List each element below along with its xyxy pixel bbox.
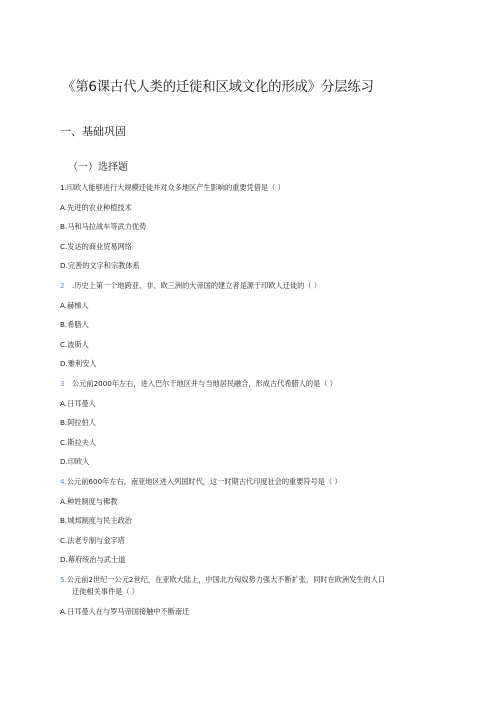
question-text: 印欧人能够进行大规模迁徙并对众多地区产生影响的重要凭借是（ ） <box>66 183 285 192</box>
question-1-stem <box>60 183 460 193</box>
question-2-option-a: A.赫梯人 <box>60 300 89 310</box>
document-title: 《第6课古代人类的迁徙和区域文化的形成》分层练习 <box>62 80 374 95</box>
question-5-stem-continued: 迁徙相关事件是（ ） <box>72 587 139 597</box>
question-number: 1. <box>60 183 67 192</box>
question-text: 公元前600年左右，南亚地区进入列国时代，这一时期古代印度社会的重要符号是（ ） <box>66 476 342 486</box>
question-text: .历史上第一个地跨亚、非、欧三洲的大帝国的建立者是源于印欧人迁徙的（ ） <box>72 280 321 290</box>
question-3-stem <box>60 379 460 389</box>
question-number: 3 <box>60 378 65 388</box>
question-3-option-a: A.日耳曼人 <box>60 398 96 408</box>
question-1-option-d: D.完善的文字和宗教体系 <box>60 261 140 271</box>
question-3-option-c: C.斯拉夫人 <box>60 437 97 447</box>
question-4-option-c: C.法老专制与金字塔 <box>60 535 125 545</box>
question-5-option-a: A.日耳曼人在与罗马帝国接触中不断南迁 <box>60 607 190 617</box>
question-number: 4. <box>60 476 67 486</box>
question-4-option-d: D.幕府统治与武士道 <box>60 555 126 565</box>
section-heading: 一、基础巩固 <box>60 125 126 138</box>
question-number: 5. <box>60 574 67 584</box>
question-list <box>60 183 460 627</box>
question-1-option-a: A.先进的农业种植技术 <box>60 202 132 212</box>
question-2-option-b: B.希腊人 <box>60 320 89 330</box>
question-2-stem <box>60 281 460 291</box>
question-2-option-d: D.雅利安人 <box>60 359 97 369</box>
question-text: 公元前2世纪一公元2世纪，在亚欧大陆上，中国北方匈奴势力强大不断扩张，同时在欧洲发生的人口 <box>66 574 386 584</box>
question-number: 2 <box>60 280 65 290</box>
question-text: 公元前2000年左右，进入巴尔干地区并与当地居民融合，形成古代希腊人的是（ ） <box>72 378 337 388</box>
subsection-heading: （一）选择题 <box>68 162 128 173</box>
question-4-option-a: A.种姓制度与佛教 <box>60 496 118 506</box>
question-2-option-c: C.波斯人 <box>60 339 89 349</box>
question-1-option-b: B.马和马拉战车等武力优势 <box>60 222 147 232</box>
question-3-option-d: D.印欧人 <box>60 457 90 467</box>
question-4-option-b: B.城邦制度与民主政治 <box>60 516 132 526</box>
question-5-stem <box>60 575 460 585</box>
question-1-option-c: C.发达的商业贸易网络 <box>60 241 132 251</box>
question-3-option-b: B.阿拉伯人 <box>60 418 96 428</box>
question-4-stem <box>60 477 460 487</box>
